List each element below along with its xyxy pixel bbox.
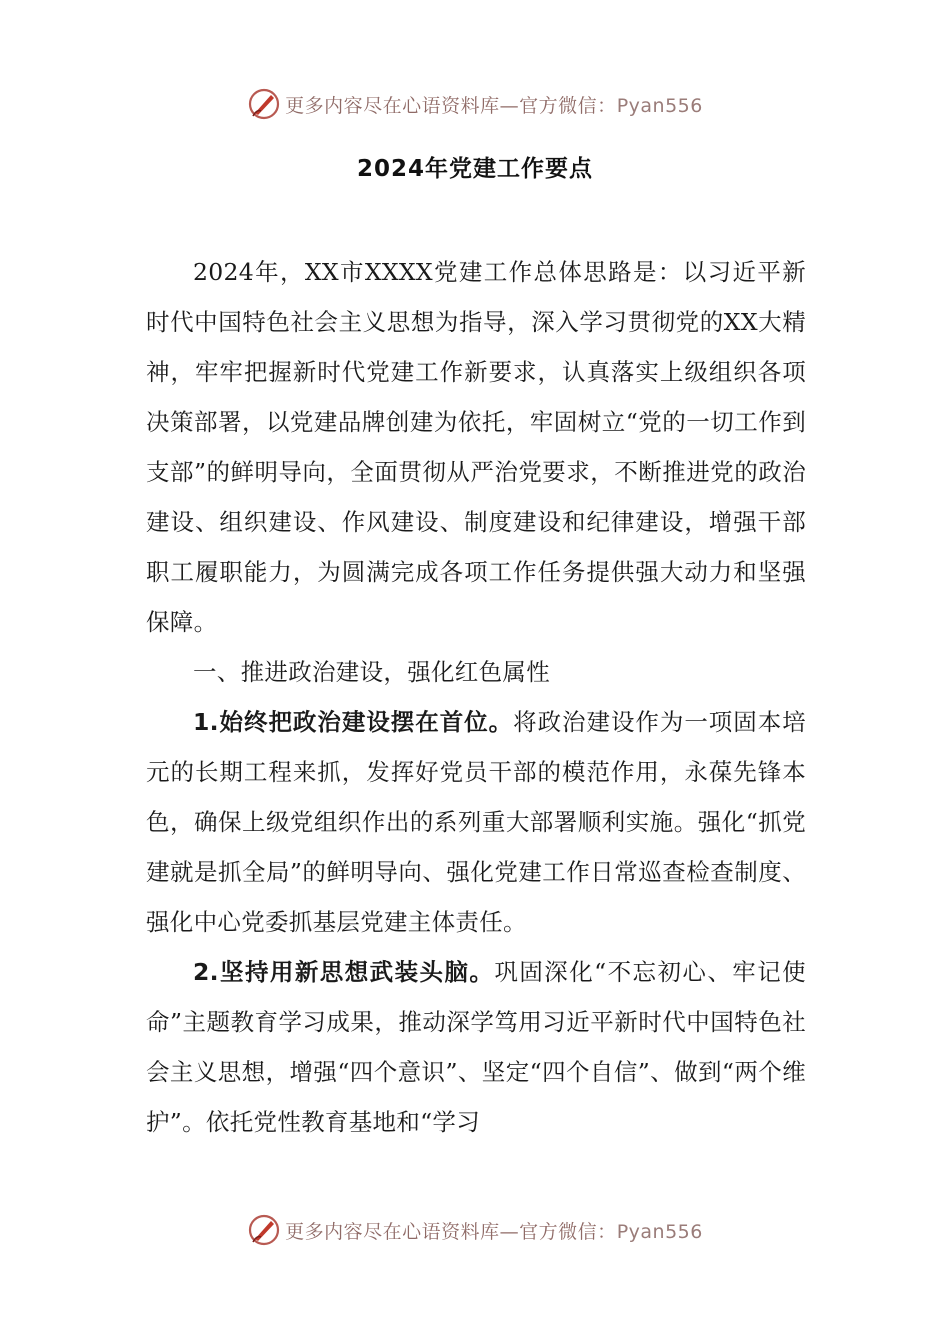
item-1-heading: 1.始终把政治建设摆在首位。 <box>193 708 514 736</box>
quill-logo-icon <box>247 1213 281 1247</box>
item-2-paragraph <box>146 947 806 1147</box>
document-title: 2024年党建工作要点 <box>356 156 593 182</box>
watermark-text: 更多内容尽在心语资料库—官方微信：Pyan556 <box>285 94 703 117</box>
header-watermark <box>0 84 950 124</box>
item-1-paragraph <box>146 697 806 947</box>
intro-paragraph: 2024年，XX市XXXX党建工作总体思路是：以习近平新时代中国特色社会主义思想为指导，深入学习贯彻党的XX大精神，牢牢把握新时代党建工作新要求，认真落实上级组织各项决策部署，以党建品牌创建为依托，牢固树立“党的一切工作到支部”的鲜明导向，全面贯彻从严治党要求，不断推进党的政治建设、组织建设、作风建设、制度建设和纪律建设，增强干部职工履职能力，为圆满完成各项工作任务提供强大动力和坚强保障。 <box>146 258 806 636</box>
section-heading: 一、推进政治建设，强化红色属性 <box>193 658 550 686</box>
item-2-text: 巩固深化“不忘初心、牢记使命”主题教育学习成果，推动深学笃用习近平新时代中国特色社会主义思想，增强“四个意识”、坚定“四个自信”、做到“两个维护”。依托党性教育基地和“学习 <box>146 958 806 1136</box>
wechat-id: Pyan556 <box>616 1220 703 1243</box>
watermark-text: 更多内容尽在心语资料库—官方微信：Pyan556 <box>285 1220 703 1243</box>
document-body <box>146 247 806 1147</box>
quill-logo-icon <box>247 87 281 121</box>
item-1-text: 将政治建设作为一项固本培元的长期工程来抓，发挥好党员干部的模范作用，永葆先锋本色，确保上级党组织作出的系列重大部署顺利实施。强化“抓党建就是抓全局”的鲜明导向、强化党建工作日常巡查检查制度、强化中心党委抓基层党建主体责任。 <box>146 708 806 936</box>
item-2-heading: 2.坚持用新思想武装头脑。 <box>193 958 495 986</box>
footer-watermark <box>0 1210 950 1250</box>
wechat-id: Pyan556 <box>616 94 703 117</box>
